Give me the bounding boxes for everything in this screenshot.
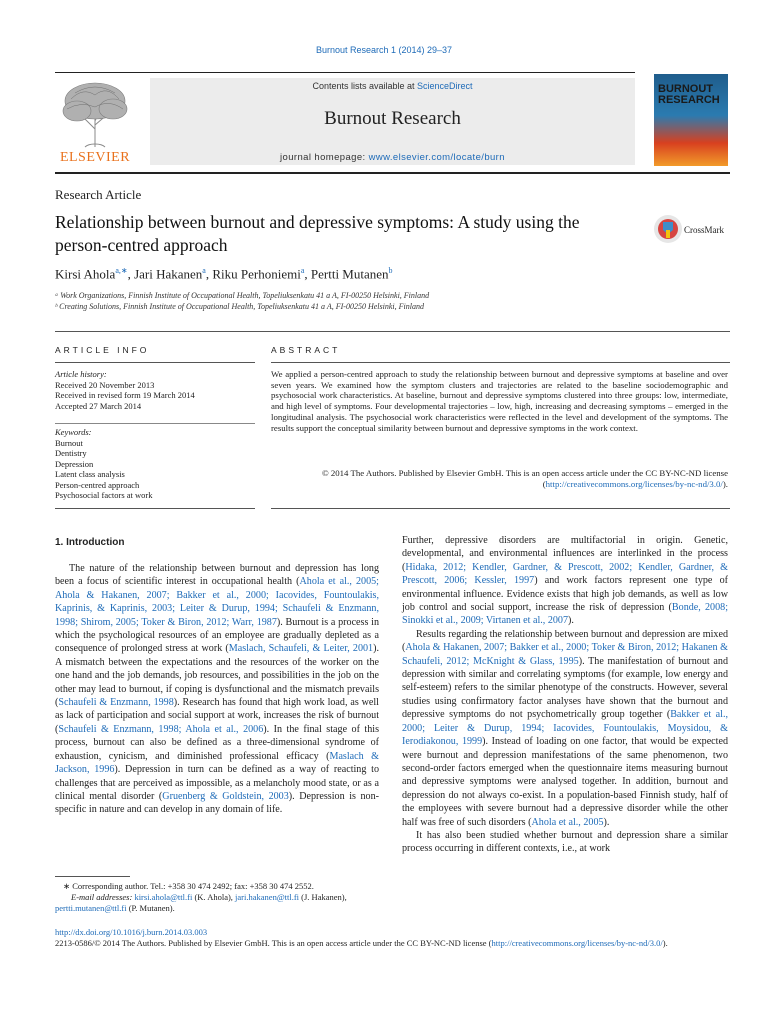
email-owner: (K. Ahola), [192,892,236,902]
author-affiliation-marker[interactable]: a [300,266,305,275]
homepage-prefix: journal homepage: [280,152,369,163]
citation-link[interactable]: Hidaka, 2012; Kendler, Gardner, & Prescott, 2002; Kendler, Gardner, & Prescott, 2006; Kessler, 1997 [402,561,728,587]
author-affiliation-marker[interactable]: b [388,266,393,275]
body-text: ). [568,615,574,627]
contents-prefix: Contents lists available at [312,81,418,91]
contents-availability [150,81,635,91]
body-text: ). A mismatch between the expectations and the resources of the worker on the one hand and the job demands, job resources, and possibilities in the job on the other may lead to burnout, if coping is dysfunctional and the mismatch prevails ( [55,643,379,709]
abstract-text: We applied a person-centred approach to study the relationship between burnout and depressive symptoms at baseline and over seven years. We examined how the symptom clusters and trajectories are related to the baseline sociodemographic and psychosocial work characteristics. At baseline, burnout and depressive symptoms clustered into three groups: low, intermediate, and high level of symptoms. Four developmental trajectories – low, high, increasing and decreasing symptoms – emerged in the longitudinal analysis. The psychosocial work characteristics were reflected in the level and development of the symptoms. The results support the conceptual similarity between burnout and depressive symptoms in the work context. [271,369,728,433]
keywords-rule [55,423,255,424]
citation-link[interactable]: Ahola & Hakanen, 2007; Bakker et al., 2000; Toker & Biron, 2012; Hakanen & Schaufeli, 2012; McKnight & Glass, 1995 [402,642,728,667]
history-received: Received 20 November 2013 [55,379,155,390]
keyword-item: Dentistry [55,448,87,458]
body-text: ). In the final stage of this process, burnout can also be defined as a three-dimensional syndrome of exhaustion, cynicism, and diminished professional efficacy ( [55,723,379,762]
body-paragraph [402,534,728,628]
crossmark-label: CrossMark [684,225,724,235]
header-rule [55,72,635,73]
article-history [55,369,255,411]
body-text: ). The manifestation of burnout and depression with similar and correlating symptoms (for example, low energy and self-esteem) refers to the similar phenotype of the constructs. However, several studies using confirmatory factor analyses have shown that the burnout and depressive symptoms do not psychometrically group together ( [402,655,728,721]
author-name: Jari Hakanen [134,266,203,282]
abstract-rule [271,362,730,363]
keyword-item: Burnout [55,437,83,448]
citation-link[interactable]: Maslach, Schaufeli, & Leiter, 2001 [228,643,374,655]
journal-homepage [150,152,635,163]
author-affiliation-marker[interactable]: a,∗ [115,266,128,275]
keyword-item: Psychosocial factors at work [55,490,153,500]
author-name: Pertti Mutanen [310,266,389,282]
citation-link[interactable]: Gruenberg & Goldstein, 2003 [162,790,289,802]
keyword-item: Person-centred approach [55,479,140,490]
body-text: ) and work factors represent one type of environmental influence. Evidence exists that high job demands, as well as low job control and social support, increase the risk of depression ( [402,575,729,614]
affiliation-rule [55,331,730,332]
author-separator: , [205,266,213,282]
body-text: ). Instead of loading on one factor, that would be expected were burnout and depression manifestations of the same phenomenon, two second-order factors emerged when the questionnaire items measuring burnout and depressive symptoms were analysed together. In addition, burnout and depression do not always co-exist. In a population-based Finnish study, half of the employees with severe burnout had a depressive disorder while the other half was free of such disorders ( [402,736,728,828]
author-name: Riku Perhoniemi [212,266,301,282]
journal-name: Burnout Research [324,108,461,129]
history-label: Article history: [55,369,107,379]
body-text: Further, depressive disorders are multifactorial in origin. Genetic, developmental, and environmental influences are interlinked in the process ( [402,535,728,573]
body-text: Results regarding the relationship between burnout and depression are mixed ( [402,628,728,654]
body-paragraph [402,628,728,829]
article-info-rule [55,362,255,363]
license-text: 2213-0586/© 2014 The Authors. Published by Elsevier GmbH. This is an open access article under the CC BY-NC-ND license ( [55,938,492,948]
author-affiliation-marker[interactable]: a [202,266,206,275]
footnotes [55,881,385,914]
email-owner: (P. Mutanen). [126,903,175,913]
homepage-link[interactable]: www.elsevier.com/locate/burn [368,152,505,163]
affiliation-a: ᵃ Work Organizations, Finnish Institute of Occupational Health, Topeliuksenkatu 41 a A, FI-00250 Helsinki, Finland [55,291,430,300]
body-column-left [55,562,379,817]
abstract-bottom-rule [271,508,730,509]
author-separator: , [127,266,135,282]
body-text: ). Depression in turn can be defined as a way of reacting to challenges that are perceived as impossible, as a melancholy mood state, or as a clinical mental disorder ( [55,764,379,802]
body-text: It has also been studied whether burnout and depression share a similar process occurring in different contexts, i.e., at work [402,829,728,855]
email-label: E-mail addresses: [71,892,135,902]
citation-link[interactable]: Maslach & Jackson, 1996 [55,750,379,776]
article-info-heading: ARTICLE INFO [55,345,150,355]
citation-link[interactable]: Ahola et al., 2005; Ahola & Hakanen, 2007; Bakker et al., 2000; Iacovides, Fountoulakis, Kaprinis, & Kaprinis, 2003; Leiter & Durup, 1994; Schaufeli & Enzmann, 1998; Shirom, 2005; Toker & Biron, 2012; Warr, 1987 [55,576,379,628]
copyright-text: © 2014 The Authors. Published by Elsevier GmbH. This is an open access article under the CC BY-NC-ND license ( [321,468,728,489]
citation-link[interactable]: Bonde, 2008; Sinokki et al., 2009; Virtanen et al., 2007 [402,602,728,627]
journal-reference[interactable]: Burnout Research 1 (2014) 29–37 [315,45,453,55]
history-accepted: Accepted 27 March 2014 [55,400,142,411]
cover-title: BURNOUT RESEARCH [658,83,720,106]
citation-link[interactable]: Schaufeli & Enzmann, 1998; Ahola et al., 2006 [58,723,264,735]
article-title: Relationship between burnout and depressive symptoms: A study using the person-centred approach [55,212,580,255]
keyword-item: Latent class analysis [55,469,125,479]
copyright-end: ). [722,478,728,489]
keyword-item: Depression [55,458,94,469]
citation-link[interactable]: Bakker et al., 2000; Leiter & Durup, 1994; Iacovides, Fountoulakis, Moysidou, & Ierodiakonou, 1999 [402,709,728,748]
doi-link[interactable]: http://dx.doi.org/10.1016/j.burn.2014.03.003 [55,927,208,937]
section-heading: 1. Introduction [55,537,125,548]
article-info-bottom-rule [55,508,255,509]
citation-link[interactable]: Ahola et al., 2005 [531,816,604,828]
body-text: The nature of the relationship between burnout and depression has long been a focus of scientific interest in occupational health ( [55,563,379,588]
keywords-label: Keywords: [55,427,92,437]
citation-link[interactable]: Schaufeli & Enzmann, 1998 [58,697,174,709]
email-addresses [55,892,385,903]
license-end: ). [662,938,668,948]
body-text: ). Depression is non-specific in nature and can develop in any domain of life. [55,790,379,816]
body-column-right [402,534,728,856]
body-text: ). Burnout is a process in which the psychological resources of an employee are gradually depleted as a consequence of prolonged stress at work ( [55,616,379,655]
keywords [55,427,255,501]
email-link[interactable]: jari.hakanen@ttl.fi [235,892,300,902]
footer-license-link[interactable]: http://creativecommons.org/licenses/by-nc-nd/3.0/ [491,938,663,948]
body-paragraph [55,562,379,817]
author-list [55,266,393,282]
author-separator: , [304,266,311,282]
license-link[interactable]: http://creativecommons.org/licenses/by-nc-nd/3.0/ [545,478,723,489]
email-owner: (J. Hakanen), [299,892,347,902]
body-text: ). [603,816,610,828]
email-link[interactable]: kirsi.ahola@ttl.fi [134,892,193,902]
body-text: ). Research has found that high work load, as well as lack of participation and social support at work, increases the risk of burnout ( [55,697,379,735]
article-type: Research Article [55,187,142,202]
history-revised: Received in revised form 19 March 2014 [55,390,195,400]
abstract-heading: ABSTRACT [271,345,341,355]
footnote-rule [55,876,130,877]
publisher-name: ELSEVIER [59,150,131,165]
abstract-copyright [271,468,728,489]
affiliation-b: ᵇ Creating Solutions, Finnish Institute of Occupational Health, Topeliuksenkatu 41 a A, FI-00250 Helsinki, Finland [55,302,424,311]
email-line-2 [55,903,385,914]
corresponding-author: ∗ Corresponding author. Tel.: +358 30 474 2492; fax: +358 30 474 2552. [63,881,314,891]
license-line [55,938,728,949]
sciencedirect-link[interactable]: ScienceDirect [417,81,473,91]
body-paragraph [402,829,728,856]
email-link[interactable]: pertti.mutanen@ttl.fi [55,903,127,913]
author-name: Kirsi Ahola [55,266,116,282]
header-bottom-rule [55,172,730,174]
crossmark-icon [653,214,683,244]
